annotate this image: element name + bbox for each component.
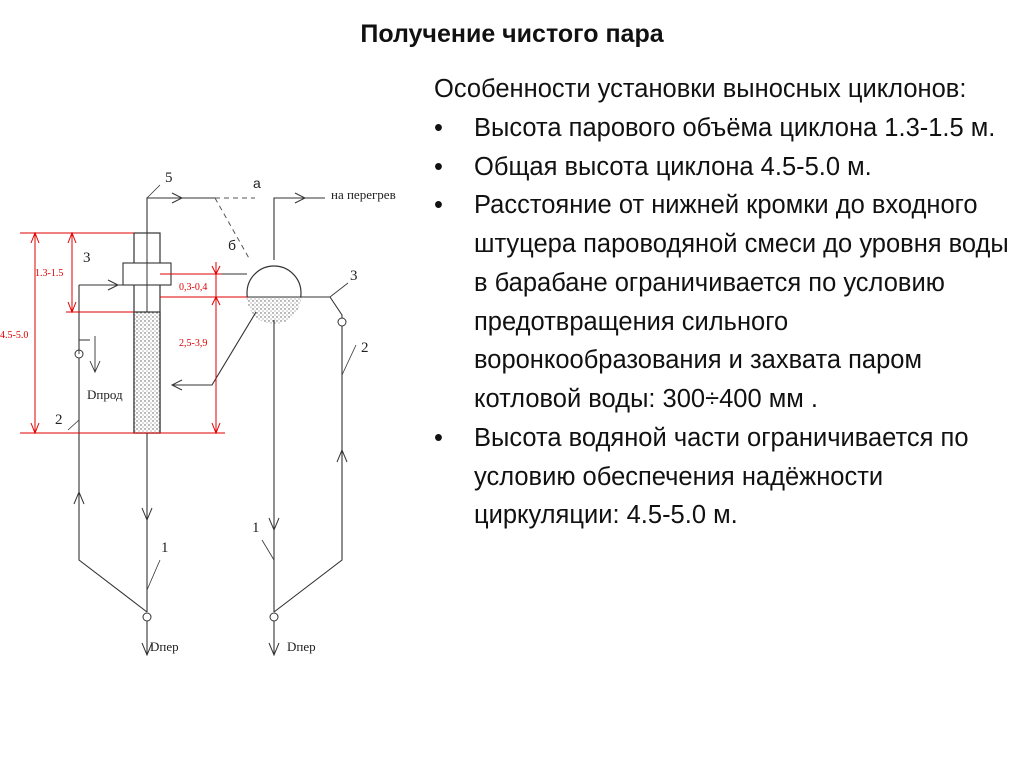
label-a: а <box>253 175 261 191</box>
dim-water-part: 2,5-3,9 <box>179 338 208 349</box>
content-text <box>434 70 1009 535</box>
num-2-right: 2 <box>361 340 369 356</box>
cyclone-diagram <box>0 160 430 670</box>
dim-inlet-gap: 0,3-0,4 <box>179 282 208 293</box>
to-superheater-label: на перегрев <box>331 187 396 202</box>
d-prod-label: Dпрод <box>87 387 123 402</box>
num-1-left: 1 <box>161 540 169 556</box>
num-3-right: 3 <box>350 268 358 284</box>
d-per-left-label: Dпер <box>150 639 179 654</box>
num-3-left: 3 <box>83 250 91 266</box>
bullet-steam-volume-height: • Высота парового объёма циклона 1.3-1.5 м. <box>434 109 1009 148</box>
bullet-list <box>434 109 1009 535</box>
slide-title: Получение чистого пара <box>360 20 664 48</box>
boiler-drum <box>247 266 301 324</box>
num-5: 5 <box>165 170 173 186</box>
num-1-right: 1 <box>252 520 260 536</box>
dim-steam-height: 1.3-1.5 <box>35 268 64 279</box>
d-per-right-label: Dпер <box>287 639 316 654</box>
right-circuit <box>262 283 356 655</box>
dim-total-height: 4.5-5.0 <box>0 330 29 341</box>
bullet-water-part-height: • Высота водяной части ограничивается по условию обеспечения надёжности циркуляции: 4.5-5.0 м. <box>434 419 1009 535</box>
bullet-total-height: • Общая высота циклона 4.5-5.0 м. <box>434 148 1009 187</box>
label-b: б <box>228 237 237 253</box>
intro-text: Особенности установки выносных циклонов: <box>434 75 967 103</box>
bullet-inlet-distance: • Расстояние от нижней кромки до входного штуцера пароводяной смеси до уровня воды в барабане ограничивается по условию предотвращения сильного воронкообразования и захвата паром котловой воды: 300÷400 мм . <box>434 186 1009 419</box>
num-2-left: 2 <box>55 412 63 428</box>
